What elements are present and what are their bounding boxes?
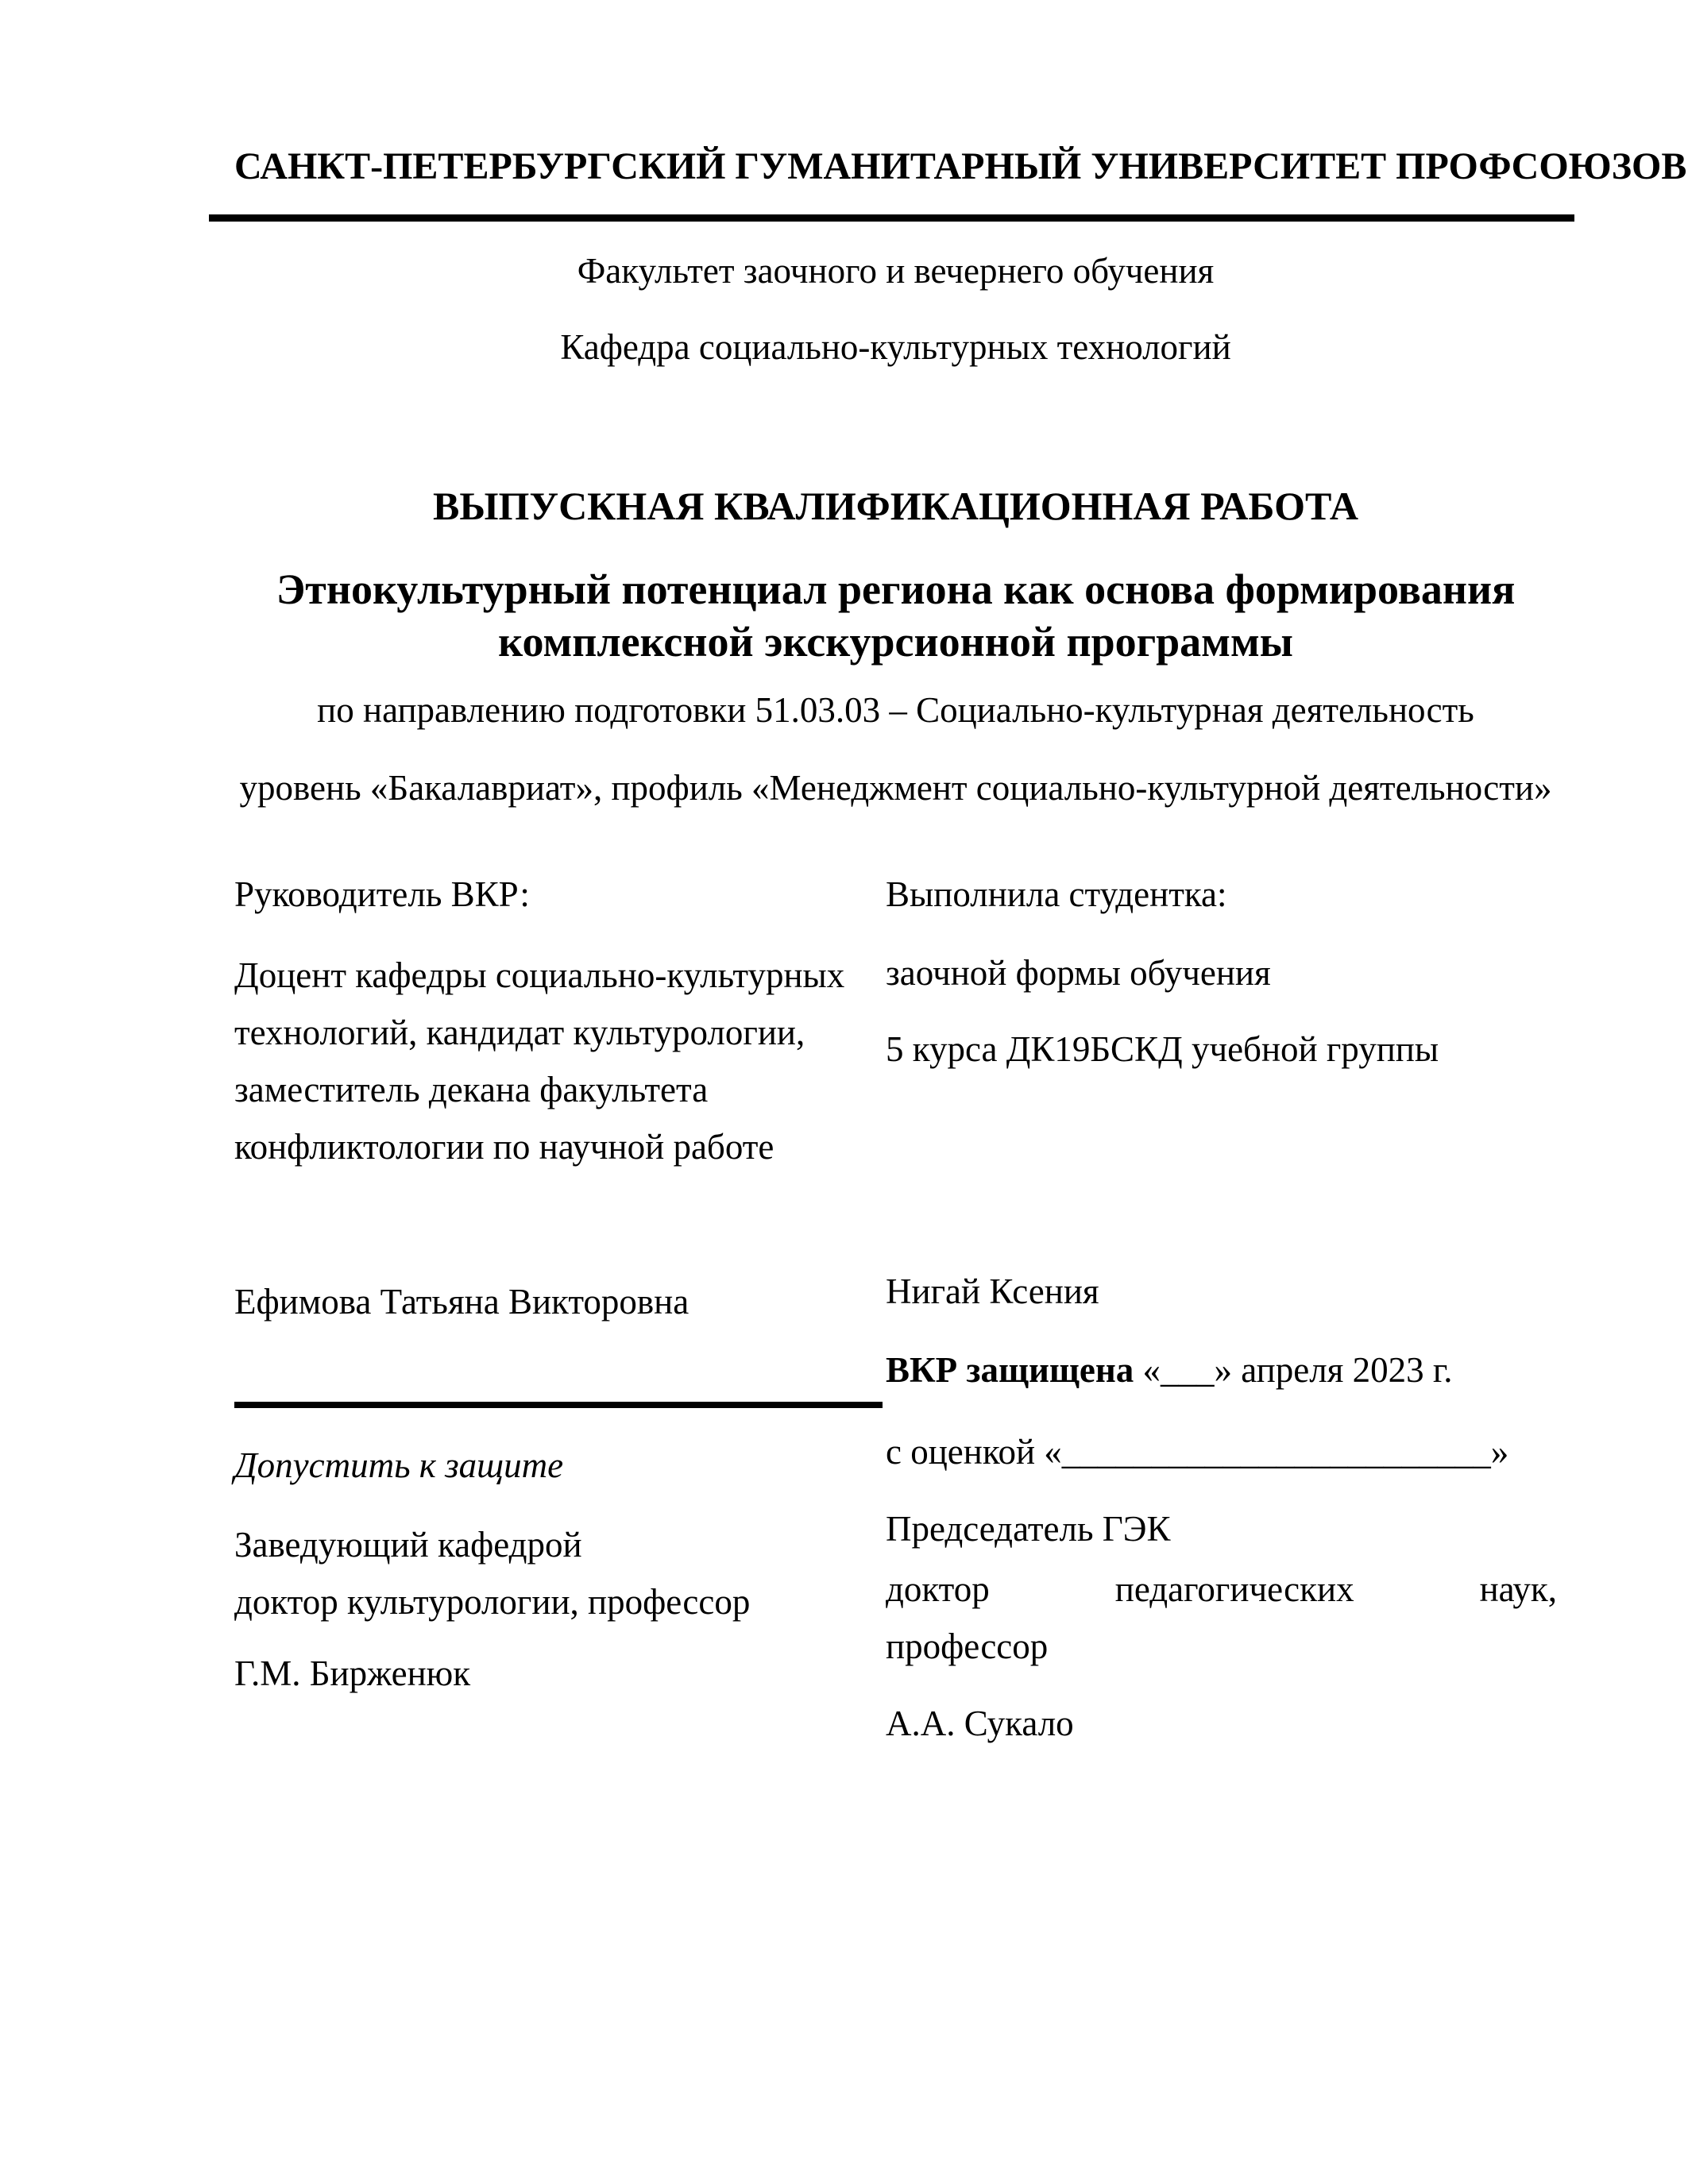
student-form-line: заочной формы обучения xyxy=(886,953,1271,993)
direction-line: по направлению подготовки 51.03.03 – Социально-культурная деятельность xyxy=(317,690,1474,730)
department-head-position-line: доктор культурологии, профессор xyxy=(234,1582,751,1622)
student-name: Нигай Ксения xyxy=(886,1271,1099,1311)
supervisor-description-line: конфликтологии по научной работе xyxy=(234,1127,774,1167)
gek-chairman-degree-line: профессор xyxy=(886,1626,1049,1666)
supervisor-name: Ефимова Татьяна Викторовна xyxy=(234,1282,689,1322)
supervisor-description-line: заместитель декана факультета xyxy=(234,1070,709,1109)
gek-chairman-degree xyxy=(886,1561,1557,1675)
student-group-line: 5 курса ДК19БСКД учебной группы xyxy=(886,1029,1439,1069)
admit-note: Допустить к защите xyxy=(234,1445,564,1485)
gek-chairman-name: А.А. Сукало xyxy=(886,1704,1074,1743)
thesis-title-line-2: комплексной экскурсионной программы xyxy=(498,618,1293,666)
header-divider-line xyxy=(209,214,1574,222)
defense-date-value: «___» апреля 2023 г. xyxy=(1134,1350,1453,1390)
signature-columns xyxy=(234,866,1557,1752)
department-head-position xyxy=(234,1516,883,1630)
supervisor-description-line: технологий, кандидат культурологии, xyxy=(234,1013,805,1052)
supervisor-description-line: Доцент кафедры социально-культурных xyxy=(234,955,845,995)
thesis-title-line-1: Этнокультурный потенциал региона как основа формирования xyxy=(276,565,1516,613)
supervisor-label: Руководитель ВКР: xyxy=(234,874,530,914)
defense-date-label: ВКР защищена xyxy=(886,1350,1134,1390)
level-profile-line: уровень «Бакалавриат», профиль «Менеджмент социально-культурной деятельности» xyxy=(239,768,1552,808)
document-header xyxy=(234,143,1687,376)
signature-divider-line xyxy=(234,1402,883,1408)
department-line: Кафедра социально-культурных технологий xyxy=(560,327,1231,367)
thesis-title xyxy=(234,563,1557,668)
gek-chairman-label: Председатель ГЭК xyxy=(886,1509,1171,1549)
university-name: САНКТ-ПЕТЕРБУРГСКИЙ ГУМАНИТАРНЫЙ УНИВЕРСИТЕТ ПРОФСОЮЗОВ xyxy=(234,145,1687,187)
defense-date-line xyxy=(886,1341,1557,1399)
title-block xyxy=(234,477,1557,816)
work-type-heading: ВЫПУСКНАЯ КВАЛИФИКАЦИОННАЯ РАБОТА xyxy=(433,484,1358,528)
student-column xyxy=(886,866,1557,1752)
supervisor-column xyxy=(234,866,883,1752)
supervisor-description xyxy=(234,947,883,1175)
student-label: Выполнила студентка: xyxy=(886,874,1227,914)
grade-line: с оценкой «________________________» xyxy=(886,1432,1509,1472)
faculty-line: Факультет заочного и вечернего обучения xyxy=(577,251,1215,291)
department-head-position-line: Заведующий кафедрой xyxy=(234,1525,582,1565)
department-head-name: Г.М. Бирженюк xyxy=(234,1653,471,1693)
gek-chairman-degree-line: доктор педагогических наук, xyxy=(886,1569,1557,1609)
